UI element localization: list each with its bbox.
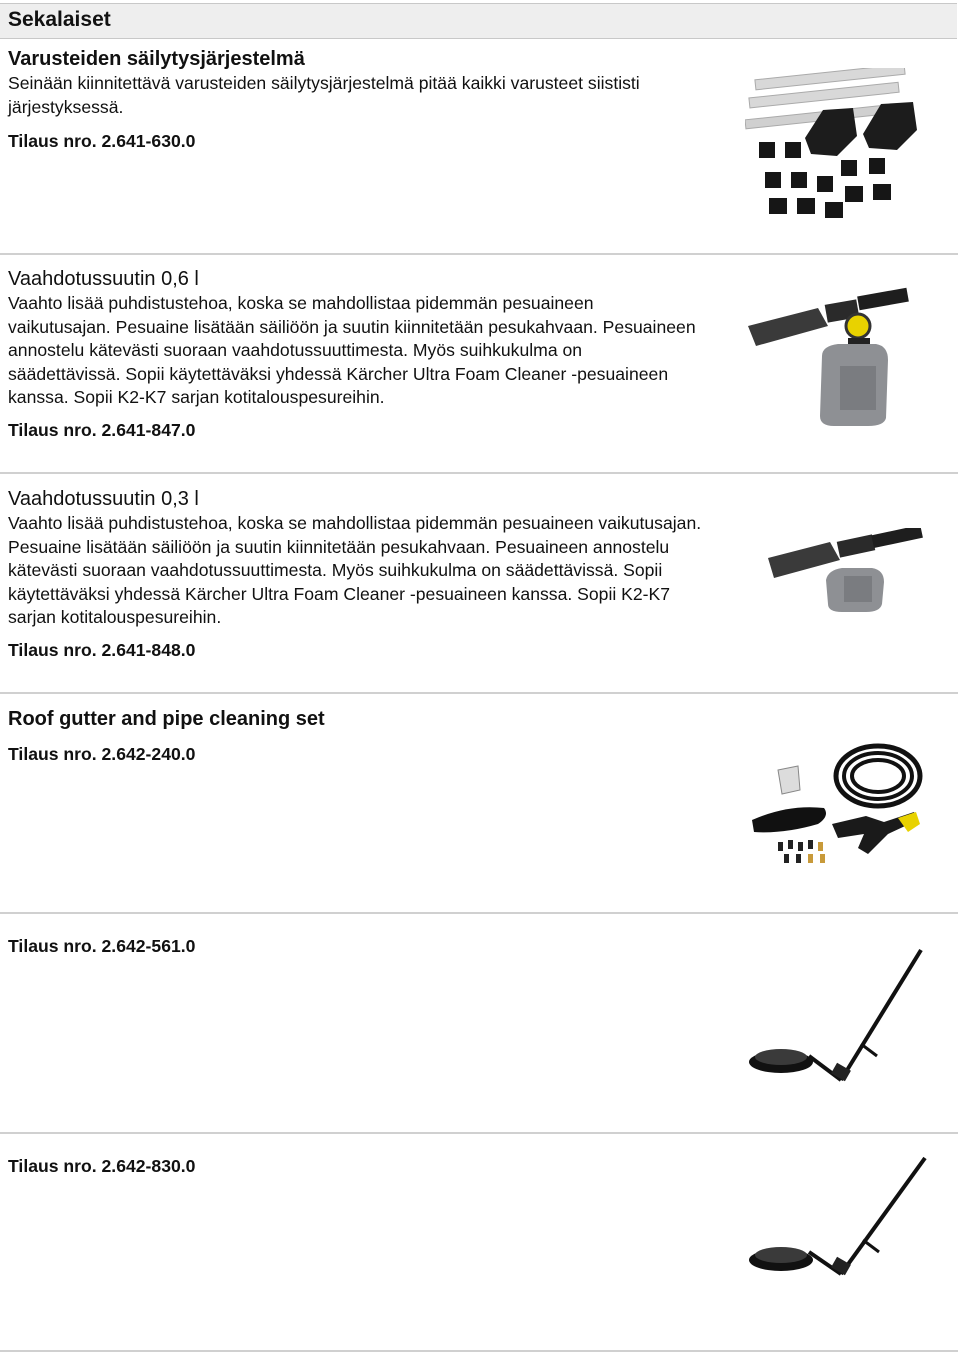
product-title: Varusteiden säilytysjärjestelmä (8, 48, 305, 70)
product-description: Vaahto lisää puhdistustehoa, koska se mahdollistaa pidemmän pesuaineen vaikutusajan. Pesuaine lisätään säiliöön ja suutin kiinnitetään pesukahvaan. Pesuaineen annostelu kätevästi suoraan vaahdotussuuttimesta. Myös suihkukulma on säädettävissä. Sopii käytettäväksi yhdessä Kärcher Ultra Foam Cleaner -pesuaineen kanssa. Sopii K2-K7 sarjan kotitalouspesureihin. (8, 293, 696, 408)
product-order-number: Tilaus nro. 2.641-630.0 (8, 131, 196, 152)
section-divider (0, 912, 958, 914)
section-divider (0, 692, 958, 694)
foam-nozzle-03-image (768, 528, 928, 618)
storage-system-image (745, 68, 940, 228)
product-title: Roof gutter and pipe cleaning set (8, 708, 325, 730)
product-order-number: Tilaus nro. 2.641-848.0 (8, 639, 196, 660)
product-title: Vaahdotussuutin 0,3 l (8, 488, 199, 510)
product-title: Vaahdotussuutin 0,6 l (8, 268, 199, 290)
product-order-number: Tilaus nro. 2.642-830.0 (8, 1156, 196, 1176)
product-order-number: Tilaus nro. 2.642-240.0 (8, 744, 196, 764)
foam-nozzle-06-image (748, 286, 918, 436)
section-divider (0, 253, 958, 255)
product-description: Vaahto lisää puhdistustehoa, koska se mahdollistaa pidemmän pesuaineen vaikutusajan. Pesuaine lisätään säiliöön ja suutin kiinnitetään pesukahvaan. Pesuaineen annostelu kätevästi suoraan vaahdotussuuttimesta. Myös suihkukulma on säädettävissä. Sopii käytettäväksi yhdessä Kärcher Ultra Foam Cleaner -pesuaineen kanssa. Sopii K2-K7 sarjan kotitalouspesureihin. (8, 513, 702, 628)
product-order-number: Tilaus nro. 2.642-561.0 (8, 936, 196, 956)
lance-brush-image (745, 944, 935, 1114)
product-description: Seinään kiinnitettävä varusteiden säilytysjärjestelmä pitää kaikki varusteet siististi järjestyksessä. (8, 73, 640, 117)
section-divider (0, 472, 958, 474)
product-order-number: Tilaus nro. 2.641-847.0 (8, 419, 196, 440)
page-header (0, 3, 957, 39)
page-title: Sekalaiset (8, 8, 111, 31)
gutter-cleaning-set-image (748, 742, 938, 872)
lance-brush-image (745, 1156, 935, 1306)
section-divider (0, 1132, 958, 1134)
section-divider (0, 1350, 958, 1352)
